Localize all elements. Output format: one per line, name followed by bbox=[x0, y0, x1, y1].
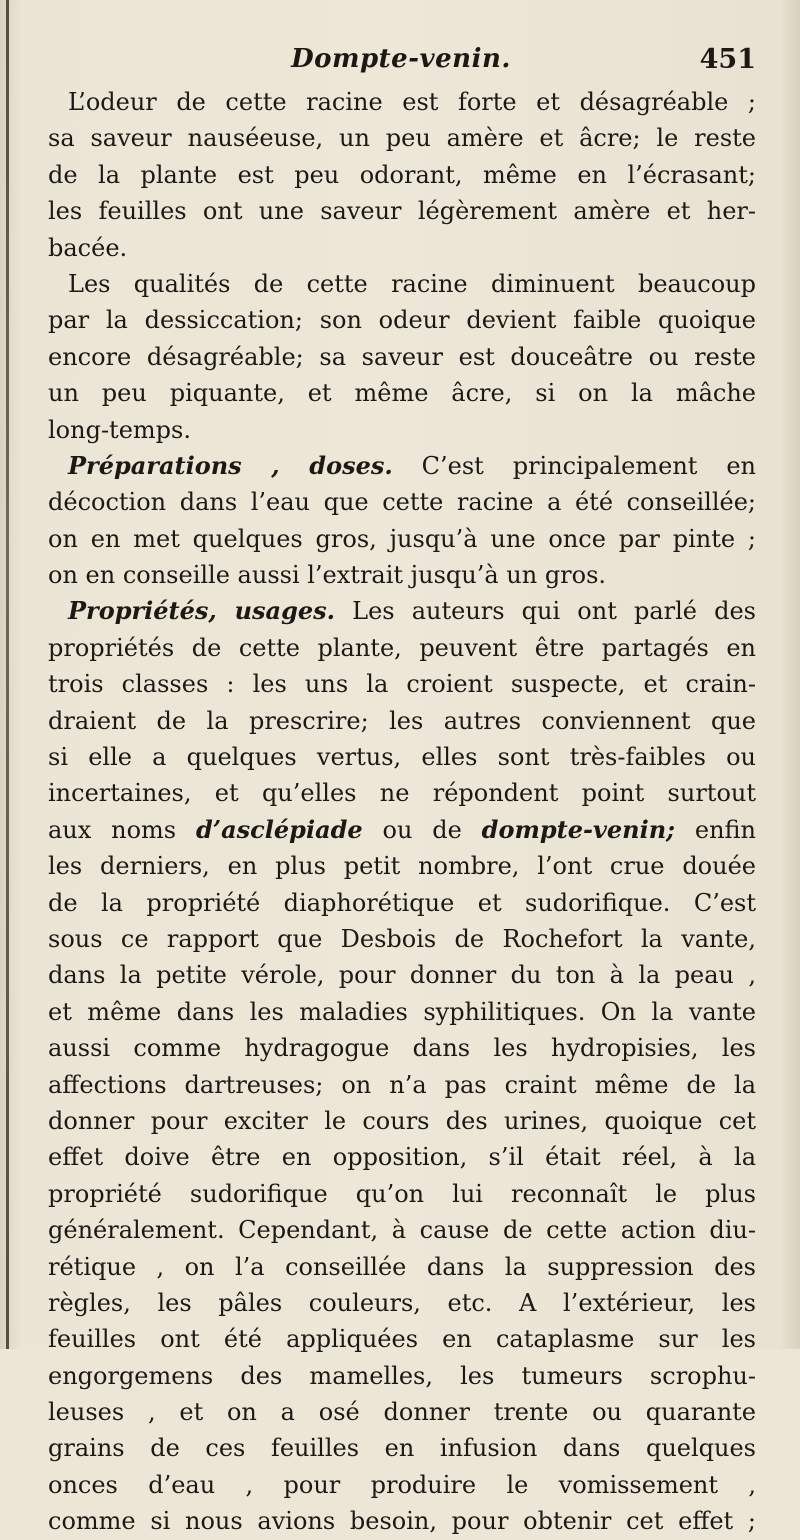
text-line: les derniers, en plus petit nombre, l’ont crue douée bbox=[48, 852, 756, 881]
text-line: décoction dans l’eau que cette racine a été conseillée; bbox=[48, 488, 756, 517]
running-head: Dompte-venin. bbox=[291, 44, 511, 74]
page-header bbox=[46, 40, 756, 84]
text-line: leuses , et on a osé donner trente ou quarante bbox=[48, 1398, 756, 1427]
section-heading-line bbox=[48, 593, 756, 629]
text-line: onces d’eau , pour produire le vomissement , bbox=[48, 1470, 756, 1499]
body-text bbox=[48, 84, 756, 1540]
text-line: feuilles ont été appliquées en cataplasme sur les bbox=[48, 1325, 756, 1354]
text-line: engorgemens des mamelles, les tumeurs scrophu- bbox=[48, 1361, 756, 1390]
text-line: propriété sudorifique qu’on lui reconnaît le plus bbox=[48, 1179, 756, 1208]
italic-term: d’asclépiade bbox=[195, 814, 363, 844]
section-heading-preparations: Préparations , doses. bbox=[68, 450, 393, 480]
text-line bbox=[48, 812, 756, 848]
text-line: long-temps. bbox=[48, 415, 191, 444]
text-line: de la plante est peu odorant, même en l’écrasant; bbox=[48, 160, 756, 189]
text-line: effet doive être en opposition, s’il était réel, à la bbox=[48, 1143, 756, 1172]
text-fragment: C’est principalement en bbox=[392, 451, 756, 480]
binding-edge bbox=[6, 0, 9, 1349]
text-line: et même dans les maladies syphilitiques. On la vante bbox=[48, 997, 756, 1026]
text-fragment: Les auteurs qui ont parlé des bbox=[335, 597, 756, 626]
text-line: L’odeur de cette racine est forte et désagréable ; bbox=[68, 88, 756, 116]
text-line: donner pour exciter le cours des urines, quoique cet bbox=[48, 1106, 756, 1135]
text-line: sa saveur nauséeuse, un peu amère et âcre; le reste bbox=[48, 124, 756, 153]
text-line: règles, les pâles couleurs, etc. A l’extérieur, les bbox=[48, 1288, 756, 1317]
text-line: comme si nous avions besoin, pour obtenir cet effet ; bbox=[48, 1507, 756, 1536]
italic-term: dompte-venin; bbox=[481, 814, 676, 844]
text-line: grains de ces feuilles en infusion dans quelques bbox=[48, 1434, 756, 1463]
section-heading-line bbox=[48, 448, 756, 484]
text-line: on en conseille aussi l’extrait jusqu’à un gros. bbox=[48, 561, 607, 590]
text-line: Les qualités de cette racine diminuent beaucoup bbox=[68, 269, 756, 298]
text-line: de la propriété diaphorétique et sudorifique. C’est bbox=[48, 888, 756, 917]
text-line: on en met quelques gros, jusqu’à une once par pinte ; bbox=[48, 524, 756, 553]
text-line: un peu piquante, et même âcre, si on la mâche bbox=[48, 379, 756, 408]
text-line: dans la petite vérole, pour donner du ton à la peau , bbox=[48, 961, 756, 990]
text-fragment: aux noms bbox=[48, 815, 196, 844]
text-line: affections dartreuses; on n’a pas craint même de la bbox=[48, 1070, 756, 1099]
text-line: draient de la prescrire; les autres conviennent que bbox=[48, 706, 756, 735]
text-line: incertaines, et qu’elles ne répondent point surtout bbox=[48, 779, 756, 808]
text-line: aussi comme hydragogue dans les hydropisies, les bbox=[48, 1034, 756, 1063]
text-line: sous ce rapport que Desbois de Rochefort la vante, bbox=[48, 924, 756, 953]
page-number: 451 bbox=[699, 44, 756, 75]
text-line: bacée. bbox=[48, 233, 128, 262]
section-heading-properties: Propriétés, usages. bbox=[68, 596, 336, 626]
text-line: rétique , on l’a conseillée dans la suppression des bbox=[48, 1252, 756, 1281]
text-line: trois classes : les uns la croient suspecte, et crain- bbox=[48, 670, 756, 699]
text-line: si elle a quelques vertus, elles sont très-faibles ou bbox=[48, 743, 756, 772]
text-line: généralement. Cependant, à cause de cette action diu- bbox=[48, 1216, 756, 1245]
text-line: les feuilles ont une saveur légèrement amère et her- bbox=[48, 197, 756, 226]
text-line: par la dessiccation; son odeur devient faible quoique bbox=[48, 306, 756, 335]
text-line: propriétés de cette plante, peuvent être partagés en bbox=[48, 633, 756, 662]
text-line: encore désagréable; sa saveur est douceâtre ou reste bbox=[48, 342, 756, 371]
text-fragment: enfin bbox=[675, 815, 756, 844]
text-fragment: ou de bbox=[362, 815, 482, 844]
